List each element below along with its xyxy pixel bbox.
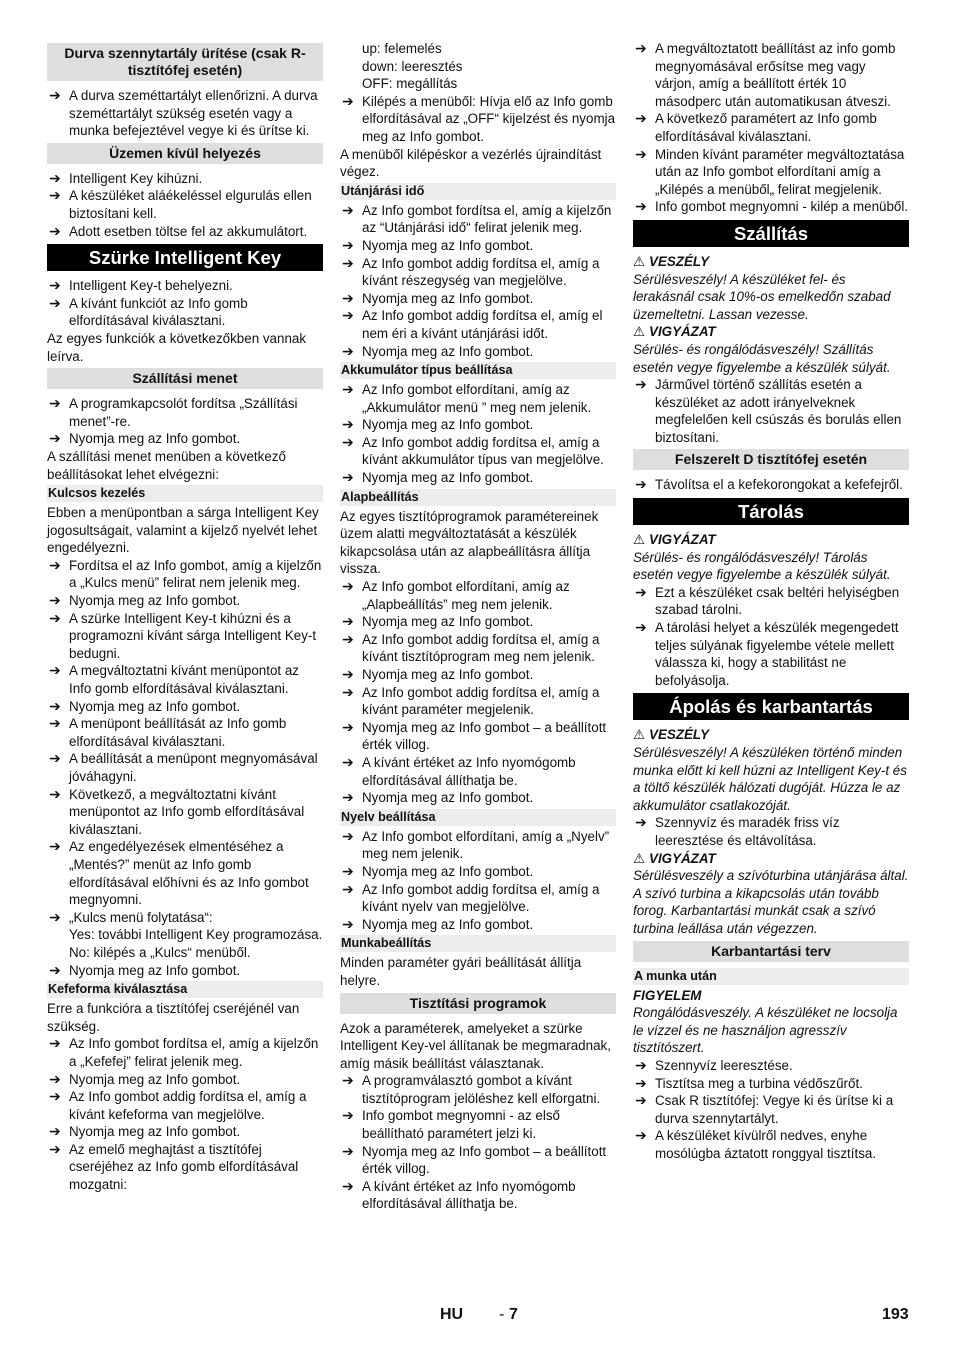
list-item [47,698,323,716]
arrow-right-icon: ➔ [49,592,61,609]
list-item [47,786,323,839]
arrow-right-icon: ➔ [342,469,354,486]
warning-paragraph: Rongálódásveszély. A készüléket ne locsolja le vízzel és ne használjon agresszív tisztítószert. [633,1005,898,1056]
list-item [340,684,616,719]
list-item-text: Intelligent Key kihúzni. [69,170,203,186]
arrow-right-icon: ➔ [342,1107,354,1124]
arrow-right-icon: ➔ [342,862,354,879]
subsection-heading: Akkumulátor típus beállítása [340,362,616,379]
list-item [633,584,909,619]
paragraph: Az egyes tisztítóprogramok paramétereinek üzem alatti megváltoztatását a készülék kikapcsolása után az alapbeállításra állítja vissza. [340,508,599,577]
list-item [47,223,323,241]
list-item-text: Az Info gombot fordítsa el, amíg a kijelzőn a „Kefefej” felirat jelenik meg. [69,1036,319,1069]
list-item-text: A tárolási helyet a készülék megengedett teljes súlyának figyelembe vétele mellett válassza ki, hogy a stabilitást ne befolyásolja. [655,620,899,688]
arrow-right-icon: ➔ [49,609,61,626]
list-item-text: A menüpont beállítását az Info gomb elfordításával kiválasztani. [69,716,287,749]
arrow-right-icon: ➔ [49,1035,61,1052]
list-item [340,754,616,789]
chapter-heading: Szürke Intelligent Key [47,244,323,271]
warning-paragraph: Sérülés- és rongálódásveszély! Tárolás esetén vegye figyelembe a készülék súlyát. [633,549,891,583]
list-item [340,719,616,754]
list-item [340,881,616,916]
list-item-text: Az Info gombot addig fordítsa el, amíg a kívánt akkumulátor típus van megjelölve. [362,434,604,468]
list-item-text: Az Info gombot elfordítani, amíg a „Nyelv” meg nem jelenik. [362,828,610,862]
arrow-right-icon: ➔ [635,198,647,215]
list-item [47,170,323,188]
list-item-text: Szennyvíz és maradék friss víz leeresztése és eltávolítása. [655,815,840,848]
warning-triangle-icon: ⚠ [633,850,646,866]
list-item [633,476,909,494]
list-item-text: Nyomja meg az Info gombot. [69,593,241,609]
paragraph: up: felemelés down: leeresztés OFF: megállítás [362,41,463,92]
arrow-right-icon: ➔ [342,416,354,433]
arrow-right-icon: ➔ [342,578,354,595]
list-item [633,40,909,110]
arrow-right-icon: ➔ [49,662,61,679]
list-item-text: Nyomja meg az Info gombot. [362,237,534,253]
list-item-text: Nyomja meg az Info gombot. [69,962,241,978]
arrow-right-icon: ➔ [635,110,647,127]
list-item-text: A megváltoztatni kívánt menüpontot az Info gomb elfordításával kiválasztani. [69,663,300,697]
arrow-right-icon: ➔ [635,1092,647,1109]
list-item [340,1178,616,1213]
arrow-right-icon: ➔ [342,880,354,897]
arrow-right-icon: ➔ [635,1127,647,1144]
section-heading: Durva szennytartály ürítése (csak R-tisztítófej esetén) [47,43,323,81]
arrow-right-icon: ➔ [342,666,354,682]
list-item [47,750,323,785]
list-item-text: Szennyvíz leeresztése. [655,1057,793,1073]
list-item-text: Az Info gombot elfordítani, amíg az „Akkumulátor menü ” meg nem jelenik. [362,382,592,415]
subsection-heading: Munkabeállítás [340,935,616,952]
chapter-heading: Tárolás [633,498,909,525]
arrow-right-icon: ➔ [49,87,61,103]
arrow-right-icon: ➔ [49,277,61,294]
warning-label [633,726,909,744]
list-item-text: Az Info gombot addig fordítsa el, amíg a kívánt részegység van megjelölve. [362,255,600,289]
list-item [47,295,323,330]
arrow-right-icon: ➔ [49,169,61,186]
footer-separator: - [499,1306,505,1323]
list-item-text: Nyomja meg az Info gombot. [69,1071,241,1087]
list-item-text: Távolítsa el a kefekorongokat a kefefejről. [655,477,903,493]
arrow-right-icon: ➔ [635,476,647,493]
warning-label [633,987,909,1005]
warning-label [633,253,909,271]
list-item-text: A kívánt funkciót az Info gomb elfordításával kiválasztani. [69,295,248,329]
arrow-right-icon: ➔ [49,1123,61,1140]
warning-text: VIGYÁZAT [649,532,716,548]
list-item-text: Az Info gombot addig fordítsa el, amíg el nem éri a kívánt utánjárási időt. [362,308,603,341]
list-item [633,1092,909,1127]
list-item-text: Minden kívánt paraméter megváltoztatása után az Info gombot elfordítani amíg a „Kilépés a menüből„ felirat megjelenik. [655,146,905,197]
list-item [633,110,909,145]
arrow-right-icon: ➔ [342,753,354,770]
list-item-text: Az Info gombot fordítsa el, amíg a kijelzőn az “Utánjárási idő“ felirat jelenik meg. [362,202,612,236]
subsection-heading: Kefeforma kiválasztása [47,981,323,998]
list-item-text: Az Info gombot addig fordítsa el, amíg a kívánt tisztítóprogram meg nem jelenik. [362,631,600,665]
list-item [47,838,323,908]
arrow-right-icon: ➔ [49,961,61,978]
list-item-text: Nyomja meg az Info gombot. [362,790,534,806]
warning-triangle-icon: ⚠ [633,253,646,269]
warning-paragraph: Sérülésveszély a szívóturbina utánjárása által. A szívó turbina a kikapcsolás után tovább forog. Karbantartási munkát csak a szívó turbina leállása után végezzen. [633,868,909,936]
arrow-right-icon: ➔ [49,187,61,204]
arrow-right-icon: ➔ [49,556,61,573]
list-item-text: Járművel történő szállítás esetén a készüléket az adott irányelveknek megfelelően kell csúszás és borulás ellen biztosítani. [655,377,902,445]
warning-text: VIGYÁZAT [649,324,716,340]
paragraph: Erre a funkcióra a tisztítófej cseréjénél van szükség. [47,1001,300,1034]
arrow-right-icon: ➔ [342,307,354,324]
list-item-text: Az Info gombot addig fordítsa el, amíg a kívánt kefeforma van megjelölve. [69,1089,307,1122]
list-item [340,202,616,237]
footer-section-number: 7 [509,1306,518,1323]
arrow-right-icon: ➔ [635,814,647,831]
list-item-text: Info gombot megnyomni - az első beállítható paramétert jelzi ki. [362,1108,560,1142]
list-item [340,255,616,290]
list-item-text: A beállítását a menüpont megnyomásával jóváhagyni. [69,751,318,784]
arrow-right-icon: ➔ [342,201,354,218]
arrow-right-icon: ➔ [342,630,354,647]
column-left [47,40,323,1194]
list-item-text: Nyomja meg az Info gombot. [362,417,534,433]
section-heading: Tisztítási programok [340,993,616,1014]
list-item [340,1072,616,1107]
list-item [633,1057,909,1075]
list-item [47,557,323,592]
list-item [340,307,616,342]
list-item [340,789,616,807]
paragraph: Ebben a menüpontban a sárga Intelligent Key jogosultságait, valamint a kijelző nyelvét lehet engedélyezni. [47,505,319,556]
list-item-text: Az Info gombot addig fordítsa el, amíg a kívánt paraméter megjelenik. [362,684,600,718]
arrow-right-icon: ➔ [49,750,61,767]
warning-text: VESZÉLY [649,253,710,269]
list-item [340,381,616,416]
chapter-heading: Szállítás [633,220,909,247]
arrow-right-icon: ➔ [635,619,647,636]
subsection-heading: A munka után [633,968,909,985]
arrow-right-icon: ➔ [342,613,354,630]
list-item-text: Intelligent Key-t behelyezni. [69,278,233,294]
list-item-text: Adott esetben töltse fel az akkumulátort. [69,223,308,239]
section-heading: Karbantartási terv [633,941,909,962]
arrow-right-icon: ➔ [342,915,354,932]
list-item-text: Tisztítsa meg a turbina védőszűrőt. [655,1075,863,1091]
arrow-right-icon: ➔ [49,908,61,925]
list-item-text: Nyomja meg az Info gombot. [69,698,241,714]
list-item [47,430,323,448]
list-item-text: Kilépés a menüből: Hívja elő az Info gomb elfordításával az „OFF“ kijelzést és nyomja meg az Info gombot. [362,93,616,144]
arrow-right-icon: ➔ [342,254,354,271]
arrow-right-icon: ➔ [635,1074,647,1091]
list-item-text: A készüléket aláékeléssel elgurulás ellen biztosítani kell. [69,188,312,221]
arrow-right-icon: ➔ [49,430,61,447]
arrow-right-icon: ➔ [635,145,647,162]
arrow-right-icon: ➔ [342,1072,354,1089]
list-item-text: Fordítsa el az Info gombot, amíg a kijelzőn a „Kulcs menü” felirat nem jelenik meg. [69,557,322,591]
arrow-right-icon: ➔ [342,433,354,450]
list-item [340,1107,616,1142]
list-item [340,93,616,146]
chapter-heading: Ápolás és karbantartás [633,693,909,720]
list-item-text: Nyomja meg az Info gombot – a beállított érték villog. [362,1143,607,1177]
warning-triangle-icon: ⚠ [633,727,646,743]
list-item-text: Info gombot megnyomni - kilép a menüből. [655,199,909,215]
arrow-right-icon: ➔ [342,381,354,398]
warning-paragraph: Sérülésveszély! A készüléken történő minden munka előtt ki kell húzni az Intelligent Key-t és a töltő készülék hálózati dugóját. Húzza le az akkumulátor csatlakozóját. [633,745,907,813]
list-item [47,87,323,140]
list-item-text: A durva szeméttartályt ellenőrizni. A durva szeméttartályt szükség esetén vagy a munka befejeztével vegye ki és ürítse ki. [69,88,318,139]
arrow-right-icon: ➔ [342,342,354,359]
list-item-text: Nyomja meg az Info gombot. [362,667,534,682]
list-item [340,416,616,434]
arrow-right-icon: ➔ [49,294,61,311]
list-item-text: Az Info gombot elfordítani, amíg az „Alapbeállítás” meg nem jelenik. [362,579,570,612]
list-item-text: Nyomja meg az Info gombot. [362,343,534,359]
section-heading: Üzemen kívül helyezés [47,143,323,164]
footer-language: HU [440,1306,464,1323]
list-item [47,1035,323,1070]
list-item [47,909,323,962]
list-item [633,146,909,199]
subsection-heading: Nyelv beállítása [340,809,616,826]
list-item [47,277,323,295]
warning-label [633,531,909,549]
list-item [47,662,323,697]
paragraph: A menüből kilépéskor a vezérlés újraindítást végez. [340,146,602,180]
list-item [47,592,323,610]
warning-paragraph: Sérülés- és rongálódásveszély! Szállítás esetén vegye figyelembe a készülék súlyát. [633,341,891,375]
list-item [340,237,616,255]
column-right [633,40,909,1162]
list-item [47,1088,323,1123]
warning-paragraph: Sérülésveszély! A készüléket fel- és lerakásnál csak 10%-os emelkedőn szabad üzemeltetni. Lassan vezesse. [633,271,891,322]
arrow-right-icon: ➔ [635,583,647,600]
list-item-text: Nyomja meg az Info gombot. [362,290,534,306]
arrow-right-icon: ➔ [342,92,354,109]
list-item [47,610,323,663]
paragraph: A szállítási menet menüben a következő beállításokat lehet elvégezni: [47,448,286,482]
list-item-text: A programkapcsolót fordítsa „Szállítási menet”-re. [69,396,298,429]
list-item [47,187,323,222]
list-item [47,1141,323,1194]
list-item [47,962,323,980]
list-item [47,1071,323,1089]
arrow-right-icon: ➔ [49,1088,61,1105]
subsection-heading: Utánjárási idő [340,183,616,200]
footer-page-number: 193 [882,1306,909,1323]
list-item-text: Nyomja meg az Info gombot. [69,431,241,447]
list-item-text: A szürke Intelligent Key-t kihúzni és a programozni kívánt sárga Intelligent Key-t bedugni. [69,610,317,661]
list-item-text: Az emelő meghajtást a tisztítófej cseréjéhez az Info gomb elfordításával mozgatni: [69,1141,299,1193]
list-item-text: Nyomja meg az Info gombot. [362,863,534,879]
list-item [340,434,616,469]
arrow-right-icon: ➔ [342,789,354,806]
column-middle [340,40,616,1213]
list-item-text: A következő paramétert az Info gomb elfordításával kiválasztani. [655,111,877,144]
arrow-right-icon: ➔ [635,376,647,393]
list-item-text: Nyomja meg az Info gombot. [362,614,534,630]
subsection-heading: Kulcsos kezelés [47,485,323,502]
arrow-right-icon: ➔ [49,1140,61,1157]
list-item-text: Nyomja meg az Info gombot. [362,916,534,932]
list-item [47,1123,323,1141]
arrow-right-icon: ➔ [342,718,354,735]
list-item [340,613,616,631]
section-heading: Szállítási menet [47,368,323,389]
arrow-right-icon: ➔ [49,785,61,802]
arrow-right-icon: ➔ [49,697,61,714]
list-item [340,631,616,666]
list-item-text: A megváltoztatott beállítást az info gomb megnyomásával erősítse meg vagy várjon, amíg a beállított érték 10 másodperc után automatikusan átveszi. [655,41,896,109]
arrow-right-icon: ➔ [49,1070,61,1087]
list-item [340,828,616,863]
warning-label [633,850,909,868]
list-item-text: A készüléket kívülről nedves, enyhe mosólúgba áztatott ronggyal tisztítsa. [655,1128,877,1161]
arrow-right-icon: ➔ [635,40,647,56]
arrow-right-icon: ➔ [49,222,61,239]
arrow-right-icon: ➔ [342,1177,354,1194]
list-item [633,198,909,216]
warning-text: FIGYELEM [633,987,702,1003]
list-item-text: Az Info gombot addig fordítsa el, amíg a kívánt nyelv van megjelölve. [362,881,600,915]
list-item-text: Következő, a megváltoztatni kívánt menüpontot az Info gomb elfordításával kiválasztani. [69,786,305,837]
list-item-text: Nyomja meg az Info gombot – a beállított érték villog. [362,719,607,753]
list-item [633,1075,909,1093]
list-item [340,290,616,308]
list-item-text: Nyomja meg az Info gombot. [69,1124,241,1140]
warning-text: VESZÉLY [649,727,710,743]
arrow-right-icon: ➔ [49,715,61,732]
list-item [340,578,616,613]
list-item-text: A kívánt értéket az Info nyomógomb elfordításával állíthatja be. [362,1178,576,1212]
list-item [340,469,616,487]
subsection-heading: Alapbeállítás [340,489,616,506]
list-item [633,1127,909,1162]
section-heading: Felszerelt D tisztítófej esetén [633,449,909,470]
list-item-text: A programválasztó gombot a kívánt tisztítóprogram jelöléshez kell elforgatni. [362,1073,601,1106]
arrow-right-icon: ➔ [49,838,61,855]
list-item-text: Ezt a készüléket csak beltéri helyiségben szabad tárolni. [655,584,900,618]
warning-label [633,323,909,341]
list-item [47,715,323,750]
list-item-text: Csak R tisztítófej: Vegye ki és ürítse ki a durva szennytartályt. [655,1093,894,1126]
list-item [633,376,909,446]
paragraph: Minden paraméter gyári beállítását állítja helyre. [340,955,582,988]
list-item [340,916,616,934]
paragraph: Azok a paraméterek, amelyeket a szürke Intelligent Key-vel állítanak be megmaradnak, amíg másik beállítást választanak. [340,1020,611,1071]
arrow-right-icon: ➔ [342,1142,354,1159]
list-item [633,619,909,689]
arrow-right-icon: ➔ [49,395,61,412]
list-item [340,343,616,361]
list-item-text: Az engedélyezések elmentéséhez a „Mentés?” menüt az Info gomb elfordításával előhívni és az Info gombot megnyomni. [69,839,309,908]
list-item [340,1143,616,1178]
list-item-text: A kívánt értéket az Info nyomógomb elfordításával állíthatja be. [362,754,576,788]
paragraph: Az egyes funkciók a következőkben vannak leírva. [47,330,307,364]
arrow-right-icon: ➔ [342,683,354,700]
warning-text: VIGYÁZAT [649,850,716,866]
warning-triangle-icon: ⚠ [633,324,646,340]
list-item [47,395,323,430]
arrow-right-icon: ➔ [342,827,354,844]
arrow-right-icon: ➔ [635,1056,647,1073]
list-item [340,863,616,881]
warning-triangle-icon: ⚠ [633,532,646,548]
list-item [340,666,616,684]
list-item [633,814,909,849]
list-item-text: „Kulcs menü folytatása“: Yes: további Intelligent Key programozása. No: kilépés a „Kulcs“ menüből. [69,909,323,960]
arrow-right-icon: ➔ [342,236,354,253]
list-item-text: Nyomja meg az Info gombot. [362,470,534,486]
arrow-right-icon: ➔ [342,289,354,306]
